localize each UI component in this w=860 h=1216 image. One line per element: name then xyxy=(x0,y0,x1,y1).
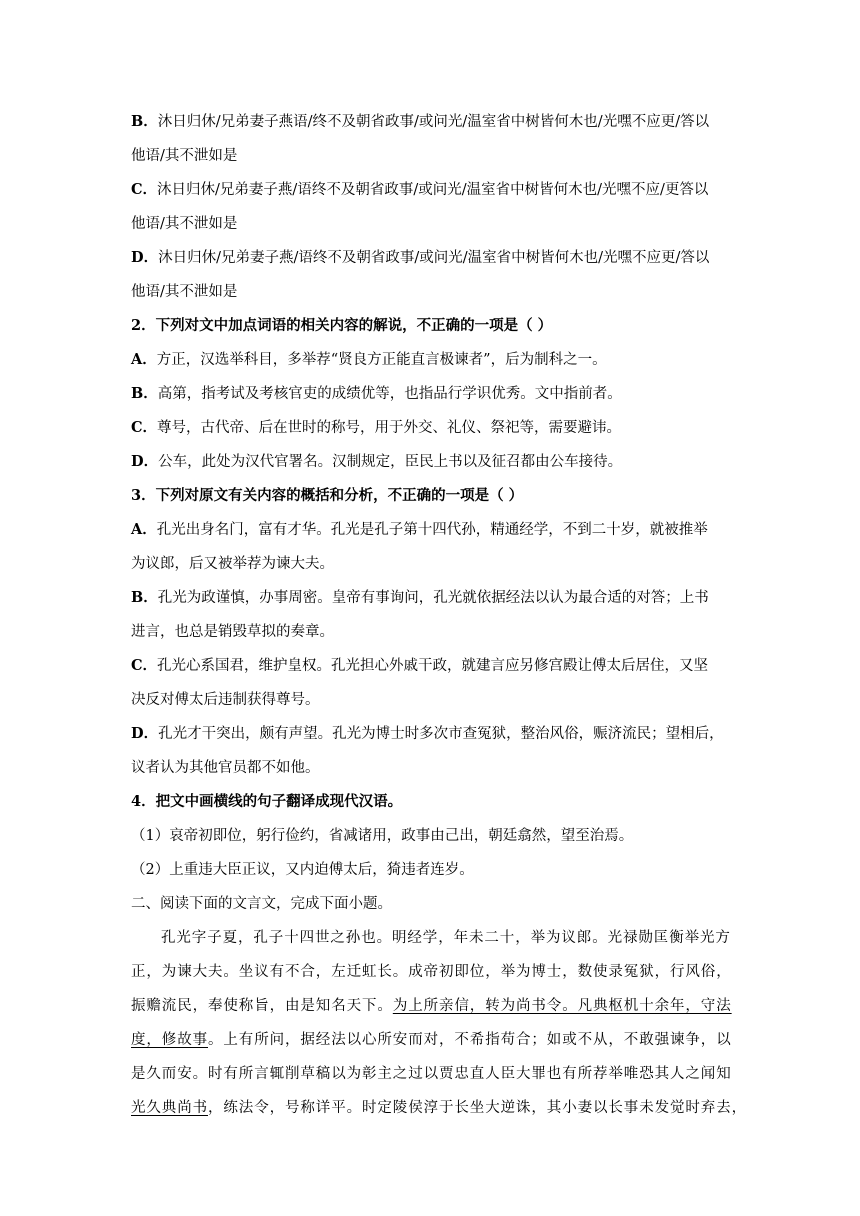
q3-option-c-cont: 决反对傅太后违制获得尊号。 xyxy=(131,692,320,708)
q3-option-a xyxy=(131,520,708,540)
option-label: B． xyxy=(131,385,158,402)
option-text: 方正，汉选举科目，多举荐“贤良方正能直言极谏者”，后为制科之一。 xyxy=(156,352,607,368)
option-text: 孔光才干突出，颇有声望。孔光为博士时多次市查冤狱，整治风俗，赈济流民；望相后， xyxy=(158,726,724,742)
passage-line-2: 正，为谏大夫。坐议有不合，左迁虹长。成帝初即位，举为博士，数使录冤狱，行风俗， xyxy=(131,964,732,980)
q4-stem xyxy=(131,792,402,812)
option-label: A． xyxy=(131,521,157,538)
q2-stem xyxy=(131,316,552,336)
option-label: D． xyxy=(131,725,159,742)
option-text: 尊号，古代帝、后在世时的称号，用于外交、礼仪、祭祀等，需要避讳。 xyxy=(157,420,622,436)
passage-line-1: 孔光字子夏，孔子十四世之孙也。明经学，年未二十，举为议郎。光禄勋匡衡举光方 xyxy=(161,930,731,946)
option-text: 孔光心系国君，维护皇权。孔光担心外戚干政，就建言应另修宫殿让傅太后居住，又坚 xyxy=(157,658,709,674)
option-label: B． xyxy=(131,113,158,130)
option-label: B． xyxy=(131,589,158,606)
passage-line-6 xyxy=(131,1098,747,1118)
section-heading: 二、阅读下面的文言文，完成下面小题。 xyxy=(131,896,392,912)
option-text: 沐日归休/兄弟妻子燕语/终不及朝省政事/或问光/温室省中树皆何木也/光嘿不应更/答以 xyxy=(157,114,710,130)
passage-line-3 xyxy=(131,996,732,1016)
q2-option-c xyxy=(131,418,621,438)
option-text: 孔光出身名门，富有才华。孔光是孔子第十四代孙，精通经学，不到二十岁，就被推举 xyxy=(156,522,708,538)
q1-option-c-cont: 他语/其不泄如是 xyxy=(131,216,238,232)
underlined-sentence: 为上所亲信，转为尚书令。凡典枢机十余年，守法 xyxy=(392,998,732,1014)
q2-option-a xyxy=(131,350,607,370)
q2-option-b xyxy=(131,384,622,404)
q2-option-d xyxy=(131,452,622,472)
q1-option-b-cont: 他语/其不泄如是 xyxy=(131,148,238,164)
q1-option-d-cont: 他语/其不泄如是 xyxy=(131,284,238,300)
option-label: D． xyxy=(131,249,159,266)
q3-option-c xyxy=(131,656,708,676)
passage-text: 。上有所问，据经法以心所安而对，不希指苟合；如或不从，不敢强谏争，以 xyxy=(208,1032,732,1048)
q3-option-d-cont: 议者认为其他官员都不如他。 xyxy=(131,760,320,776)
option-label: C． xyxy=(131,419,158,436)
question-stem: 4．把文中画横线的句子翻译成现代汉语。 xyxy=(131,793,403,810)
option-label: D． xyxy=(131,453,159,470)
question-stem: 3．下列对原文有关内容的概括和分析，不正确的一项是（ ） xyxy=(131,487,524,504)
q3-option-b xyxy=(131,588,709,608)
question-stem: 2．下列对文中加点词语的相关内容的解说，不正确的一项是（ ） xyxy=(131,317,553,334)
passage-text: ，练法令，号称详平。时定陵侯淳于长坐大逆诛，其小妻以长事未发觉时弃去， xyxy=(208,1100,747,1116)
passage-line-5: 是久而安。时有所言辄削草稿以为彰主之过以贾忠直人臣大罪也有所荐举唯恐其人之闻知 xyxy=(131,1066,732,1082)
passage-line-4 xyxy=(131,1030,732,1050)
option-label: C． xyxy=(131,657,158,674)
q1-option-d xyxy=(131,248,709,268)
q1-option-c xyxy=(131,180,708,200)
option-text: 公车，此处为汉代官署名。汉制规定，臣民上书以及征召都由公车接待。 xyxy=(158,454,623,470)
passage-text: 振赡流民，奉使称旨，由是知名天下。 xyxy=(131,998,393,1014)
option-text: 高第，指考试及考核官吏的成绩优等，也指品行学识优秀。文中指前者。 xyxy=(157,386,622,402)
option-text: 孔光为政谨慎，办事周密。皇帝有事询问，孔光就依据经法以认为最合适的对答；上书 xyxy=(157,590,709,606)
option-label: A． xyxy=(131,351,157,368)
q3-option-a-cont: 为议郎，后又被举荐为谏大夫。 xyxy=(131,556,334,572)
q3-option-d xyxy=(131,724,724,744)
q3-stem xyxy=(131,486,523,506)
q1-option-b xyxy=(131,112,709,132)
underlined-phrase: 光久典尚书 xyxy=(131,1100,208,1116)
underlined-sentence: 度，修故事 xyxy=(131,1032,208,1048)
option-text: 沐日归休/兄弟妻子燕/语终不及朝省政事/或问光/温室省中树皆何木也/光嘿不应/更答以 xyxy=(157,182,709,198)
q3-option-b-cont: 进言，也总是销毁草拟的奏章。 xyxy=(131,624,334,640)
q4-sentence-1: （1）哀帝初即位，躬行俭约，省减诸用，政事由己出，朝廷翕然，望至治焉。 xyxy=(131,828,634,844)
q4-sentence-2: （2）上重违大臣正议，又内迫傅太后，猗违者连岁。 xyxy=(131,862,474,878)
option-text: 沐日归休/兄弟妻子燕/语终不及朝省政事/或问光/温室省中树皆何木也/光嘿不应更/答以 xyxy=(158,250,710,266)
option-label: C． xyxy=(131,181,158,198)
